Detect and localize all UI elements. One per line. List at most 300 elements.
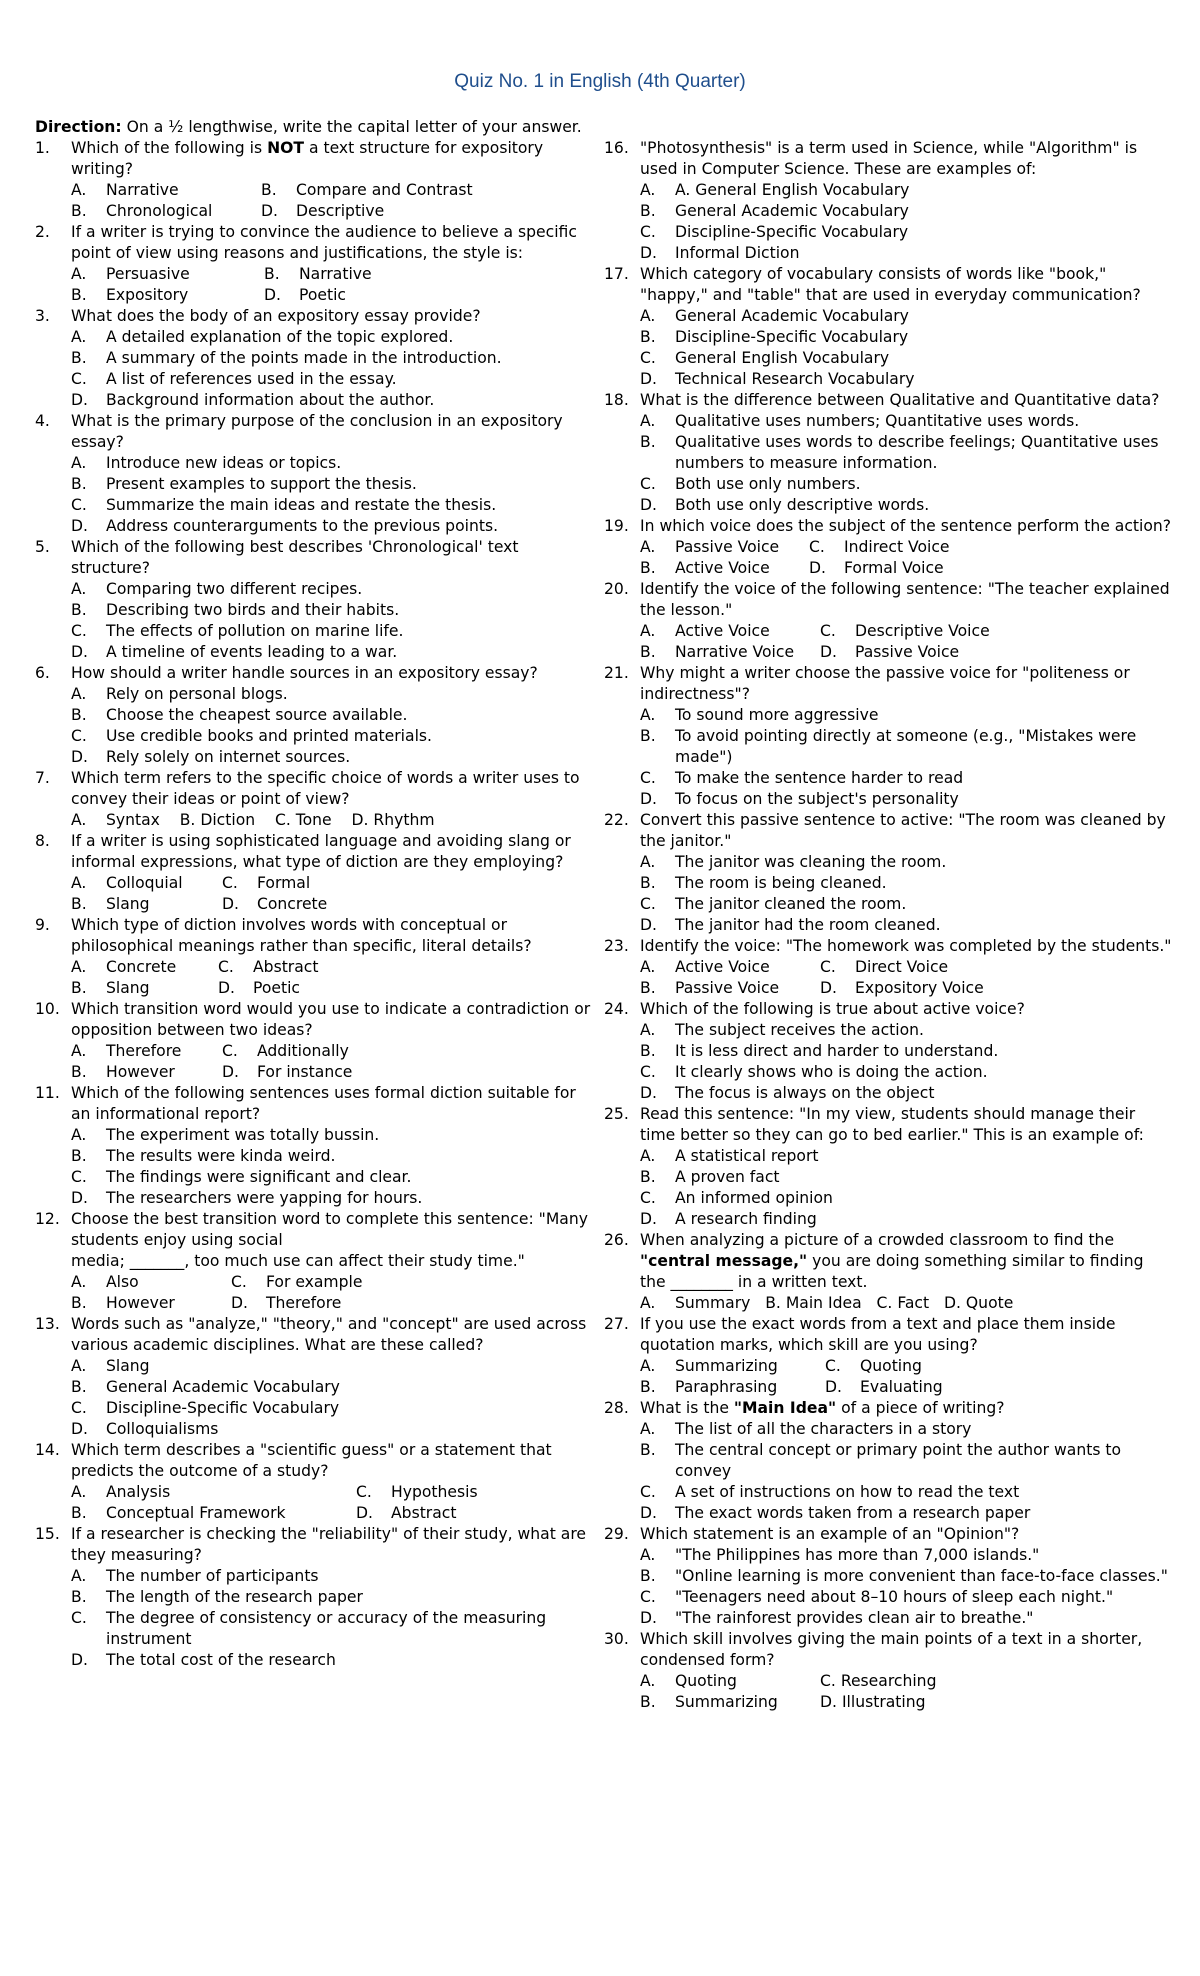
stem-bold: "central message," <box>640 1252 808 1270</box>
option-text: The results were kinda weird. <box>106 1147 336 1165</box>
direction-label: Direction: <box>35 118 122 136</box>
option-letter: A. <box>71 265 87 283</box>
option-text: Expository <box>106 286 189 304</box>
option-letter: C. <box>809 538 825 556</box>
question-stem: Which statement is an example of an "Opinion"? <box>640 1525 1020 1543</box>
question-block <box>604 264 1174 390</box>
option <box>640 705 1174 726</box>
question-stem: Which transition word would you use to indicate a contradiction or opposition between two ideas? <box>71 1000 591 1039</box>
option-text: Background information about the author. <box>106 391 435 409</box>
option-letter: C. <box>640 223 656 241</box>
option-text: Persuasive <box>106 265 190 283</box>
option <box>640 1188 1174 1209</box>
option <box>640 1671 820 1692</box>
question-stem: Which of the following sentences uses formal diction suitable for an informational report? <box>71 1084 576 1123</box>
option <box>71 1167 595 1188</box>
option <box>71 180 261 201</box>
stem-text: Which of the following is <box>71 139 268 157</box>
option-letter: B. <box>640 559 656 577</box>
option-letter: B. <box>71 1588 87 1606</box>
options-grid <box>35 957 595 999</box>
option-letter: B. <box>71 1147 87 1165</box>
option-letter: C. <box>640 349 656 367</box>
option <box>640 1566 1174 1587</box>
option-text: Choose the cheapest source available. <box>106 706 408 724</box>
question-stem: Which category of vocabulary consists of words like "book," "happy," and "table" that are used in everyday communication? <box>640 265 1141 304</box>
option <box>71 894 222 915</box>
option <box>820 621 990 642</box>
question-stem: How should a writer handle sources in an expository essay? <box>71 664 538 682</box>
option <box>640 1020 1174 1041</box>
option-text: Narrative <box>299 265 372 283</box>
option-text: The exact words taken from a research paper <box>675 1504 1031 1522</box>
option-text: However <box>106 1294 175 1312</box>
question-11 <box>35 1083 595 1125</box>
question-22 <box>604 810 1174 852</box>
option <box>825 1377 943 1398</box>
option-text: Additionally <box>257 1042 349 1060</box>
option-text: "The rainforest provides clean air to breathe." <box>675 1609 1034 1627</box>
option-text: It clearly shows who is doing the action. <box>675 1063 988 1081</box>
option <box>71 348 595 369</box>
option-text: Summarizing <box>675 1693 778 1711</box>
option <box>640 327 1174 348</box>
option <box>640 411 1174 432</box>
option <box>640 1419 1174 1440</box>
option-letter: A. <box>640 853 656 871</box>
question-block <box>604 1524 1174 1629</box>
option-letter: B. <box>640 643 656 661</box>
option-text: However <box>106 1063 175 1081</box>
question-number: 26. <box>604 1231 629 1249</box>
option-text: The subject receives the action. <box>675 1021 925 1039</box>
options-grid <box>604 1356 1174 1398</box>
options-grid <box>604 1671 1174 1713</box>
option-text: "Online learning is more convenient than face-to-face classes." <box>675 1567 1168 1585</box>
question-stem: Convert this passive sentence to active: "The room was cleaned by the janitor." <box>640 811 1166 850</box>
question-number: 9. <box>35 916 50 934</box>
quiz-title: Quiz No. 1 in English (4th Quarter) <box>454 71 746 92</box>
option <box>71 1377 595 1398</box>
option <box>640 1167 1174 1188</box>
option-letter: C. <box>71 1399 87 1417</box>
option-letter: D. <box>640 916 657 934</box>
question-number: 1. <box>35 139 50 157</box>
option-letter: D. <box>640 496 657 514</box>
question-stem: If a writer is using sophisticated language and avoiding slang or informal expressions, what type of diction are they employing? <box>71 832 571 871</box>
option <box>71 579 595 600</box>
option-text: Evaluating <box>860 1378 943 1396</box>
option-letter: C. <box>71 370 87 388</box>
stem-text: a text structure for expository writing? <box>71 139 544 178</box>
options-grid <box>604 957 1174 999</box>
question-block <box>35 1524 595 1671</box>
options-list <box>604 852 1174 936</box>
question-12 <box>35 1209 595 1272</box>
question-30 <box>604 1629 1174 1671</box>
inline-options <box>604 1293 1174 1314</box>
option <box>71 1146 595 1167</box>
option-text: "The Philippines has more than 7,000 islands." <box>675 1546 1040 1564</box>
option <box>640 915 1174 936</box>
question-stem <box>71 138 595 180</box>
option-text: A timeline of events leading to a war. <box>106 643 398 661</box>
option <box>71 1608 595 1650</box>
question-stem: Which of the following is true about active voice? <box>640 1000 1025 1018</box>
option-letter: B. <box>71 1294 87 1312</box>
option-text: Direct Voice <box>855 958 949 976</box>
option-letter: B. <box>71 349 87 367</box>
stem-text: What is the <box>640 1399 734 1417</box>
option <box>231 1272 362 1293</box>
option-text: Active Voice <box>675 958 770 976</box>
option <box>640 1503 1174 1524</box>
option-text: A research finding <box>675 1210 817 1228</box>
question-10 <box>35 999 595 1041</box>
option-text: General English Vocabulary <box>675 349 890 367</box>
option-text: Indirect Voice <box>844 538 950 556</box>
option-text: The findings were significant and clear. <box>106 1168 412 1186</box>
option <box>640 474 1174 495</box>
option-text: To avoid pointing directly at someone (e.g., "Mistakes were made") <box>675 727 1137 766</box>
option <box>356 1503 456 1524</box>
option <box>71 1587 595 1608</box>
option <box>640 558 809 579</box>
question-stem: Which of the following best describes 'Chronological' text structure? <box>71 538 519 577</box>
option <box>640 180 1174 201</box>
option <box>71 1482 356 1503</box>
option <box>809 537 950 558</box>
question-14 <box>35 1440 595 1482</box>
options-list <box>35 1356 595 1440</box>
option-text: General Academic Vocabulary <box>106 1378 340 1396</box>
option-text: Conceptual Framework <box>106 1504 286 1522</box>
direction-text: On a ½ lengthwise, write the capital letter of your answer. <box>126 118 582 136</box>
option-letter: A. <box>640 181 656 199</box>
options-grid <box>35 1482 595 1524</box>
question-stem: Which type of diction involves words with conceptual or philosophical meanings rather than specific, literal details? <box>71 916 532 955</box>
options-list <box>35 327 595 411</box>
question-number: 30. <box>604 1630 629 1648</box>
options-list <box>604 180 1174 264</box>
question-stem: If a writer is trying to convince the audience to believe a specific point of view using reasons and justifications, the style is: <box>71 223 577 262</box>
option-letter: B. <box>640 727 656 745</box>
option-text: Therefore <box>266 1294 342 1312</box>
left-column <box>35 117 595 1671</box>
option-letter: A. <box>71 580 87 598</box>
option-text: Present examples to support the thesis. <box>106 475 417 493</box>
option <box>640 1293 1174 1314</box>
direction <box>35 117 595 138</box>
option-letter: B. <box>71 706 87 724</box>
option-text: Concrete <box>106 958 177 976</box>
option <box>71 642 595 663</box>
option <box>261 180 473 201</box>
option-letter: C. <box>825 1357 841 1375</box>
question-28 <box>604 1398 1174 1419</box>
option-letter: C. <box>218 958 234 976</box>
stem-bold: NOT <box>267 139 305 157</box>
option-text: Poetic <box>299 286 347 304</box>
question-number: 10. <box>35 1000 60 1018</box>
option <box>71 1503 356 1524</box>
option-letter: B. <box>640 1441 656 1459</box>
option-text: Both use only numbers. <box>675 475 861 493</box>
option-text: The degree of consistency or accuracy of the measuring instrument <box>106 1609 547 1648</box>
option-letter: A. <box>640 1546 656 1564</box>
option-letter: A. <box>71 328 87 346</box>
option-letter: D. <box>71 1189 88 1207</box>
option <box>640 432 1174 474</box>
options-grid <box>35 264 595 306</box>
option-letter: A. <box>640 1357 656 1375</box>
option <box>218 957 318 978</box>
option-text: Compare and Contrast <box>296 181 473 199</box>
options-list <box>35 579 595 663</box>
option <box>71 873 222 894</box>
question-stem: Read this sentence: "In my view, students should manage their time better so they can go to bed earlier." This is an example of: <box>640 1105 1144 1144</box>
option-text: Descriptive <box>296 202 385 220</box>
option-letter: B. <box>640 1567 656 1585</box>
question-stem <box>640 1398 1174 1419</box>
option-letter: A. <box>640 958 656 976</box>
option-text: Technical Research Vocabulary <box>675 370 915 388</box>
option-letter: B. <box>640 328 656 346</box>
option-letter: D. <box>356 1504 373 1522</box>
option-text: To focus on the subject's personality <box>675 790 959 808</box>
question-27 <box>604 1314 1174 1356</box>
question-number: 11. <box>35 1084 60 1102</box>
option-text: Summary B. Main Idea C. Fact D. Quote <box>675 1294 1014 1312</box>
question-7 <box>35 768 595 810</box>
option-letter: D. <box>640 1504 657 1522</box>
option-letter: C. <box>640 895 656 913</box>
option-letter: C. <box>231 1273 247 1291</box>
option <box>640 1587 1174 1608</box>
question-13 <box>35 1314 595 1356</box>
option-text: The number of participants <box>106 1567 319 1585</box>
question-block <box>35 663 595 768</box>
option <box>71 1566 595 1587</box>
option-text: Hypothesis <box>391 1483 478 1501</box>
option-text: A set of instructions on how to read the text <box>675 1483 1020 1501</box>
question-number: 15. <box>35 1525 60 1543</box>
option-text: Colloquial <box>106 874 183 892</box>
option <box>71 390 595 411</box>
option-letter: A. <box>71 1273 87 1291</box>
question-number: 8. <box>35 832 50 850</box>
question-number: 22. <box>604 811 629 829</box>
option-text: Summarizing <box>675 1357 778 1375</box>
question-stem: If you use the exact words from a text and place them inside quotation marks, which skill are you using? <box>640 1315 1116 1354</box>
option <box>640 978 820 999</box>
option-letter: A. <box>640 1294 656 1312</box>
question-stem <box>71 1209 595 1272</box>
option-letter: B. <box>71 1504 87 1522</box>
question-stem <box>640 1230 1174 1293</box>
options-list <box>35 1566 595 1671</box>
options-list <box>604 306 1174 390</box>
option <box>356 1482 478 1503</box>
option <box>640 222 1174 243</box>
option-letter: C. <box>640 1588 656 1606</box>
option <box>820 1671 936 1692</box>
option-text: Rely on personal blogs. <box>106 685 288 703</box>
option-text: Introduce new ideas or topics. <box>106 454 342 472</box>
question-block <box>604 663 1174 810</box>
option <box>71 705 595 726</box>
option-text: Use credible books and printed materials. <box>106 727 432 745</box>
question-number: 4. <box>35 412 50 430</box>
option-text: Concrete <box>257 895 328 913</box>
stem-text: you are doing something similar to finding the ________ in a written text. <box>640 1252 1144 1291</box>
option <box>640 1440 1174 1482</box>
question-stem: Which term refers to the specific choice of words a writer uses to convey their ideas or point of view? <box>71 769 580 808</box>
inline-options <box>35 810 595 831</box>
option-letter: C. <box>640 769 656 787</box>
option <box>71 474 595 495</box>
options-grid <box>35 873 595 915</box>
option-letter: B. <box>640 1168 656 1186</box>
options-grid <box>604 621 1174 663</box>
question-number: 21. <box>604 664 629 682</box>
option <box>71 1188 595 1209</box>
question-block <box>35 537 595 663</box>
options-list <box>604 1545 1174 1629</box>
option-text: Both use only descriptive words. <box>675 496 930 514</box>
question-stem: If a researcher is checking the "reliability" of their study, what are they measuring? <box>71 1525 587 1564</box>
option-text: General Academic Vocabulary <box>675 307 909 325</box>
option-text: Passive Voice <box>675 979 780 997</box>
option <box>640 306 1174 327</box>
option <box>71 1062 222 1083</box>
option-letter: C. <box>640 1483 656 1501</box>
option-letter: B. <box>71 1378 87 1396</box>
option-text: An informed opinion <box>675 1189 833 1207</box>
option-text: Expository Voice <box>855 979 984 997</box>
question-stem: What is the difference between Qualitative and Quantitative data? <box>640 391 1160 409</box>
option-letter: C. <box>71 1609 87 1627</box>
option-text: Syntax B. Diction C. Tone D. Rhythm <box>106 811 435 829</box>
option <box>71 327 595 348</box>
option-text: Illustrating <box>841 1693 926 1711</box>
option-text: For instance <box>257 1063 353 1081</box>
option <box>71 453 595 474</box>
option-letter: C. <box>820 958 836 976</box>
option <box>231 1293 341 1314</box>
option <box>222 1041 349 1062</box>
option-letter: C. <box>356 1483 372 1501</box>
option-letter: C. <box>820 622 836 640</box>
option <box>264 285 346 306</box>
option <box>640 1608 1174 1629</box>
options-grid <box>604 537 1174 579</box>
option-text: Quoting <box>860 1357 922 1375</box>
option-letter: D. <box>222 895 239 913</box>
option <box>820 642 959 663</box>
option <box>640 768 1174 789</box>
option <box>640 1377 825 1398</box>
option-text: A summary of the points made in the introduction. <box>106 349 502 367</box>
option-text: A statistical report <box>675 1147 819 1165</box>
option-letter: C. <box>640 1063 656 1081</box>
option-text: The effects of pollution on marine life. <box>106 622 404 640</box>
question-number: 16. <box>604 139 629 157</box>
option <box>71 1293 231 1314</box>
option <box>640 789 1174 810</box>
option-text: Therefore <box>106 1042 182 1060</box>
option-text: The list of all the characters in a story <box>675 1420 972 1438</box>
option <box>640 873 1174 894</box>
option-letter: B. <box>71 601 87 619</box>
option <box>640 1356 825 1377</box>
question-number: 13. <box>35 1315 60 1333</box>
option <box>640 243 1174 264</box>
option <box>640 894 1174 915</box>
option-letter: A. <box>640 1672 656 1690</box>
options-list <box>604 1146 1174 1230</box>
option <box>640 726 1174 768</box>
option-text: The central concept or primary point the author wants to convey <box>675 1441 1122 1480</box>
option <box>71 978 218 999</box>
options-list <box>604 411 1174 516</box>
option-letter: B. <box>640 979 656 997</box>
question-number: 27. <box>604 1315 629 1333</box>
option-text: The janitor was cleaning the room. <box>675 853 947 871</box>
option-text: The experiment was totally bussin. <box>106 1126 380 1144</box>
question-26 <box>604 1230 1174 1293</box>
option-text: General Academic Vocabulary <box>675 202 909 220</box>
option-letter: A. <box>71 181 87 199</box>
option-text: The room is being cleaned. <box>675 874 887 892</box>
option <box>218 978 300 999</box>
options-grid <box>35 180 595 222</box>
question-block <box>604 810 1174 936</box>
option-text: Abstract <box>253 958 319 976</box>
option <box>71 369 595 390</box>
option-text: Active Voice <box>675 622 770 640</box>
option <box>640 852 1174 873</box>
option-letter: A. <box>640 622 656 640</box>
question-block <box>35 306 595 411</box>
option-text: Discipline-Specific Vocabulary <box>675 223 909 241</box>
option-letter: A. <box>640 412 656 430</box>
option-letter: D. <box>809 559 826 577</box>
question-block <box>35 411 595 537</box>
stem-line: media; _______, too much use can affect their study time." <box>71 1252 525 1270</box>
option <box>264 264 372 285</box>
option-letter: A. <box>71 1357 87 1375</box>
question-18 <box>604 390 1174 411</box>
options-grid <box>35 1272 595 1314</box>
question-number: 18. <box>604 391 629 409</box>
option <box>71 201 261 222</box>
option-text: Informal Diction <box>675 244 800 262</box>
option-text: The janitor cleaned the room. <box>675 895 907 913</box>
stem-text: of a piece of writing? <box>836 1399 1005 1417</box>
option <box>71 621 595 642</box>
stem-text: When analyzing a picture of a crowded classroom to find the <box>640 1231 1115 1249</box>
option-letter: A. <box>640 1021 656 1039</box>
option-letter: A. <box>71 454 87 472</box>
option <box>809 558 944 579</box>
question-block <box>604 1104 1174 1230</box>
option-letter: D. <box>820 1693 837 1711</box>
question-number: 24. <box>604 1000 629 1018</box>
option-text: Summarize the main ideas and restate the thesis. <box>106 496 497 514</box>
option-text: For example <box>266 1273 363 1291</box>
option-letter: B. <box>71 202 87 220</box>
